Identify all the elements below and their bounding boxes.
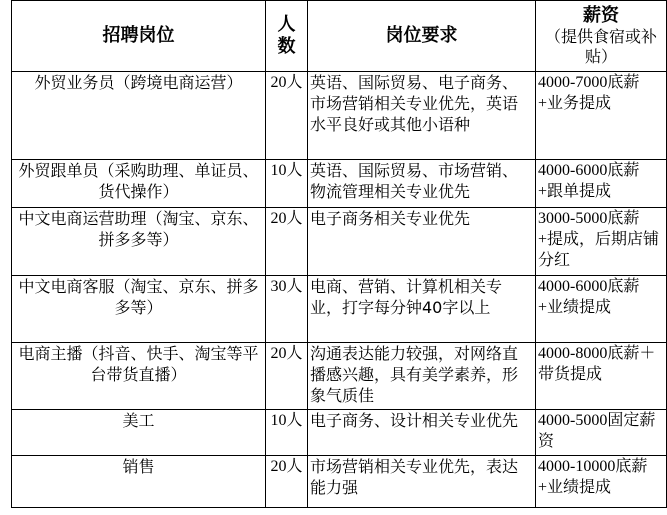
position-cell: 销售 (12, 456, 266, 508)
salary-cell: 4000-8000底薪＋带货提成 (536, 343, 667, 410)
position-cell: 电商主播（抖音、快手、淘宝等平台带货直播） (12, 343, 266, 410)
header-salary (536, 1, 667, 72)
header-row (12, 1, 667, 72)
count-cell: 30人 (266, 276, 308, 343)
salary-cell: 4000-5000固定薪资 (536, 410, 667, 456)
count-cell: 20人 (266, 456, 308, 508)
salary-cell: 4000-10000底薪+业绩提成 (536, 456, 667, 508)
header-position: 招聘岗位 (12, 1, 266, 72)
position-cell: 中文电商运营助理（淘宝、京东、拼多多等） (12, 208, 266, 276)
requirement-cell: 电子商务、设计相关专业优先 (308, 410, 536, 456)
table-row (12, 456, 667, 508)
table-row (12, 410, 667, 456)
table-row (12, 72, 667, 160)
table-row (12, 160, 667, 208)
header-count-label: 人数 (277, 14, 296, 57)
table-row (12, 343, 667, 410)
position-cell: 中文电商客服（淘宝、京东、拼多多等） (12, 276, 266, 343)
header-salary-label: 薪资 (583, 5, 619, 26)
header-count (266, 1, 308, 72)
position-cell: 外贸跟单员（采购助理、单证员、货代操作） (12, 160, 266, 208)
header-requirement: 岗位要求 (308, 1, 536, 72)
recruitment-table (11, 0, 667, 508)
header-salary-note: （提供食宿或补贴） (544, 27, 657, 66)
count-cell: 20人 (266, 72, 308, 160)
table-row (12, 276, 667, 343)
requirement-cell: 电商、营销、计算机相关专业，打字每分钟40字以上 (308, 276, 536, 343)
requirement-cell: 市场营销相关专业优先，表达能力强 (308, 456, 536, 508)
count-cell: 10人 (266, 410, 308, 456)
salary-cell: 3000-5000底薪+提成，后期店铺分红 (536, 208, 667, 276)
count-cell: 20人 (266, 343, 308, 410)
salary-cell: 4000-6000底薪+跟单提成 (536, 160, 667, 208)
count-cell: 20人 (266, 208, 308, 276)
position-cell: 美工 (12, 410, 266, 456)
salary-cell: 4000-6000底薪+业绩提成 (536, 276, 667, 343)
position-cell: 外贸业务员（跨境电商运营） (12, 72, 266, 160)
requirement-cell: 沟通表达能力较强，对网络直播感兴趣，具有美学素养，形象气质佳 (308, 343, 536, 410)
requirement-cell: 英语、国际贸易、市场营销、物流管理相关专业优先 (308, 160, 536, 208)
table-row (12, 208, 667, 276)
count-cell: 10人 (266, 160, 308, 208)
requirement-cell: 英语、国际贸易、电子商务、市场营销相关专业优先，英语水平良好或其他小语种 (308, 72, 536, 160)
requirement-cell: 电子商务相关专业优先 (308, 208, 536, 276)
salary-cell: 4000-7000底薪+业务提成 (536, 72, 667, 160)
